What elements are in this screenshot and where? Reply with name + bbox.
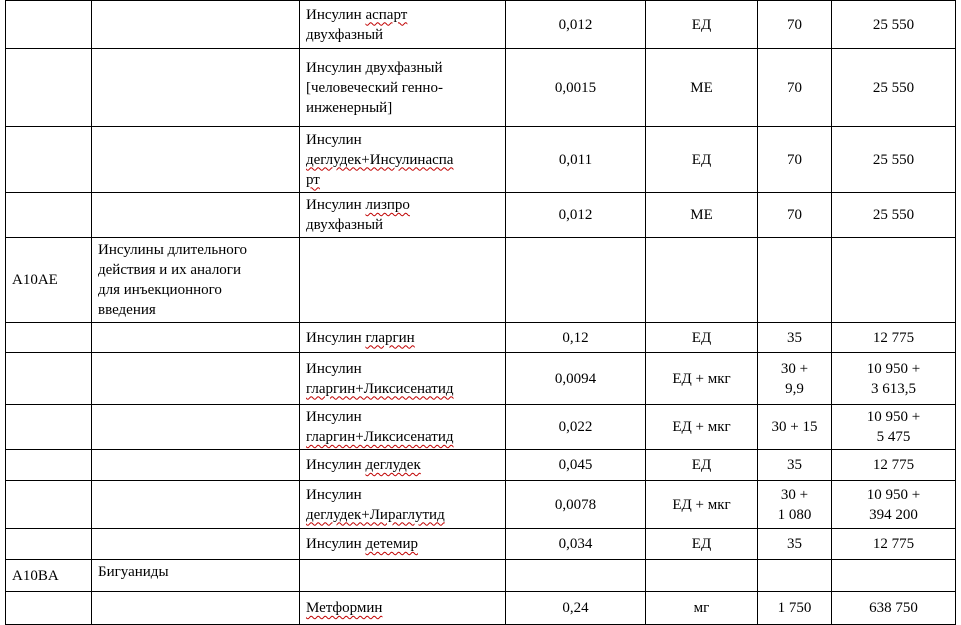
cell-line: 25 550: [872, 151, 915, 168]
group-cell: [92, 49, 300, 127]
yearly-dose-cell: [832, 193, 956, 238]
cell-line: Инсулин двухфазный: [306, 59, 443, 76]
cell-line: 70: [787, 79, 802, 96]
drug-name-cell: [300, 127, 506, 193]
quantity-cell: 0,034: [506, 529, 646, 560]
cell-line: 35: [787, 329, 802, 346]
cell-line: 70: [787, 151, 802, 168]
drug-name-cell: [300, 560, 506, 592]
yearly-dose-cell: [832, 353, 956, 405]
cell-line: Инсулины длительного: [98, 242, 248, 258]
unit-cell: МЕ: [646, 193, 758, 238]
atc-code-cell: [6, 450, 92, 481]
cell-line: Инсулин: [306, 486, 362, 503]
cell-line: для инъекционного: [98, 282, 222, 298]
cell-line: 9,9: [785, 380, 804, 397]
table-row: [6, 238, 956, 323]
cell-line: Бигуаниды: [98, 564, 169, 580]
daily-dose-cell: [758, 450, 832, 481]
yearly-dose-cell: [832, 450, 956, 481]
unit-cell: ЕД: [646, 1, 758, 49]
atc-code-cell: [6, 353, 92, 405]
atc-code-cell: [6, 127, 92, 193]
cell-line: введения: [98, 302, 156, 318]
group-cell: [92, 353, 300, 405]
unit-cell: ЕД + мкг: [646, 481, 758, 529]
daily-dose-cell: [758, 592, 832, 625]
drug-name-cell: [300, 1, 506, 49]
cell-line: инженерный]: [306, 99, 393, 116]
cell-line: Инсулин: [306, 409, 362, 425]
cell-line: Инсулин: [306, 131, 362, 148]
group-cell: [92, 193, 300, 238]
daily-dose-cell: [758, 193, 832, 238]
cell-line: 30 +: [780, 486, 809, 503]
group-cell: [92, 481, 300, 529]
atc-code-cell: A10AE: [6, 238, 92, 323]
cell-line: 394 200: [869, 506, 918, 523]
daily-dose-cell: [758, 529, 832, 560]
cell-line: [человеческий генно-: [306, 79, 443, 96]
group-cell: [92, 323, 300, 353]
atc-code-cell: [6, 405, 92, 450]
quantity-cell: 0,022: [506, 405, 646, 450]
unit-cell: ЕД: [646, 323, 758, 353]
cell-line: гларгин+Ликсисенатид: [306, 380, 454, 397]
quantity-cell: 0,24: [506, 592, 646, 625]
drug-name-cell: [300, 405, 506, 450]
cell-line: гларгин+Ликсисенатид: [306, 429, 454, 445]
cell-line: Инсулин аспарт: [306, 6, 408, 23]
drug-name-cell: [300, 193, 506, 238]
cell-line: 1 750: [777, 600, 812, 616]
table-row: [6, 529, 956, 560]
table-row: [6, 1, 956, 49]
cell-line: 10 950 +: [866, 360, 921, 377]
cell-line: 70: [787, 16, 802, 33]
quantity-cell: 0,0078: [506, 481, 646, 529]
drug-table: [5, 0, 956, 625]
cell-line: 70: [787, 207, 802, 223]
table-row: [6, 193, 956, 238]
daily-dose-cell: [758, 127, 832, 193]
yearly-dose-cell: [832, 481, 956, 529]
daily-dose-cell: [758, 560, 832, 592]
table-row: [6, 405, 956, 450]
table-row: [6, 450, 956, 481]
yearly-dose-cell: [832, 405, 956, 450]
group-cell: [92, 238, 300, 323]
unit-cell: ЕД + мкг: [646, 353, 758, 405]
yearly-dose-cell: [832, 592, 956, 625]
cell-line: 638 750: [869, 600, 918, 616]
quantity-cell: 0,012: [506, 193, 646, 238]
cell-line: Инсулин: [306, 360, 362, 377]
cell-line: 35: [787, 457, 802, 473]
unit-cell: МЕ: [646, 49, 758, 127]
yearly-dose-cell: [832, 323, 956, 353]
table-row: [6, 127, 956, 193]
cell-line: 12 775: [872, 329, 915, 346]
quantity-cell: 0,0094: [506, 353, 646, 405]
daily-dose-cell: [758, 323, 832, 353]
unit-cell: ЕД: [646, 127, 758, 193]
quantity-cell: 0,011: [506, 127, 646, 193]
cell-line: 3 613,5: [871, 380, 916, 397]
daily-dose-cell: [758, 49, 832, 127]
group-cell: [92, 529, 300, 560]
unit-cell: [646, 238, 758, 323]
cell-line: Инсулин деглудек: [306, 457, 421, 473]
daily-dose-cell: [758, 1, 832, 49]
cell-line: 12 775: [872, 536, 915, 552]
group-cell: [92, 127, 300, 193]
cell-line: 30 +: [780, 360, 809, 377]
group-cell: [92, 592, 300, 625]
cell-line: 30 + 15: [771, 419, 818, 435]
cell-line: Инсулин детемир: [306, 536, 418, 552]
atc-code-cell: [6, 592, 92, 625]
daily-dose-cell: [758, 405, 832, 450]
table-row: [6, 592, 956, 625]
cell-line: 25 550: [872, 207, 915, 223]
unit-cell: мг: [646, 592, 758, 625]
group-cell: [92, 1, 300, 49]
unit-cell: ЕД: [646, 450, 758, 481]
drug-name-cell: [300, 238, 506, 323]
yearly-dose-cell: [832, 127, 956, 193]
quantity-cell: 0,045: [506, 450, 646, 481]
drug-name-cell: [300, 353, 506, 405]
atc-code-cell: A10BA: [6, 560, 92, 592]
daily-dose-cell: [758, 481, 832, 529]
cell-line: деглудек+Лираглутид: [306, 506, 445, 523]
cell-line: 1 080: [777, 506, 812, 523]
cell-line: 10 950 +: [866, 486, 921, 503]
table-row: [6, 353, 956, 405]
atc-code-cell: [6, 323, 92, 353]
drug-name-cell: [300, 481, 506, 529]
drug-name-cell: [300, 323, 506, 353]
atc-code-cell: [6, 481, 92, 529]
table-row: [6, 49, 956, 127]
quantity-cell: [506, 238, 646, 323]
yearly-dose-cell: [832, 1, 956, 49]
yearly-dose-cell: [832, 49, 956, 127]
cell-line: 12 775: [872, 457, 915, 473]
table-row: [6, 481, 956, 529]
drug-name-cell: [300, 592, 506, 625]
cell-line: 5 475: [876, 429, 911, 445]
table-row: [6, 323, 956, 353]
drug-name-cell: [300, 450, 506, 481]
cell-line: рт: [306, 171, 320, 188]
cell-line: Метформин: [306, 600, 383, 616]
atc-code-cell: [6, 529, 92, 560]
group-cell: [92, 450, 300, 481]
cell-line: 25 550: [872, 79, 915, 96]
cell-line: 35: [787, 536, 802, 552]
daily-dose-cell: [758, 238, 832, 323]
cell-line: Инсулин лизпро: [306, 197, 410, 213]
unit-cell: [646, 560, 758, 592]
unit-cell: ЕД: [646, 529, 758, 560]
cell-line: 10 950 +: [866, 409, 921, 425]
cell-line: двухфазный: [306, 217, 384, 233]
cell-line: Инсулин гларгин: [306, 329, 415, 346]
atc-code-cell: [6, 193, 92, 238]
cell-line: действия и их аналоги: [98, 262, 241, 278]
yearly-dose-cell: [832, 529, 956, 560]
drug-name-cell: [300, 49, 506, 127]
cell-line: деглудек+Инсулинаспа: [306, 151, 454, 168]
quantity-cell: [506, 560, 646, 592]
unit-cell: ЕД + мкг: [646, 405, 758, 450]
group-cell: [92, 560, 300, 592]
yearly-dose-cell: [832, 238, 956, 323]
quantity-cell: 0,12: [506, 323, 646, 353]
quantity-cell: 0,0015: [506, 49, 646, 127]
cell-line: 25 550: [872, 16, 915, 33]
yearly-dose-cell: [832, 560, 956, 592]
atc-code-cell: [6, 49, 92, 127]
group-cell: [92, 405, 300, 450]
cell-line: двухфазный: [306, 26, 384, 43]
daily-dose-cell: [758, 353, 832, 405]
atc-code-cell: [6, 1, 92, 49]
quantity-cell: 0,012: [506, 1, 646, 49]
table-row: [6, 560, 956, 592]
drug-name-cell: [300, 529, 506, 560]
